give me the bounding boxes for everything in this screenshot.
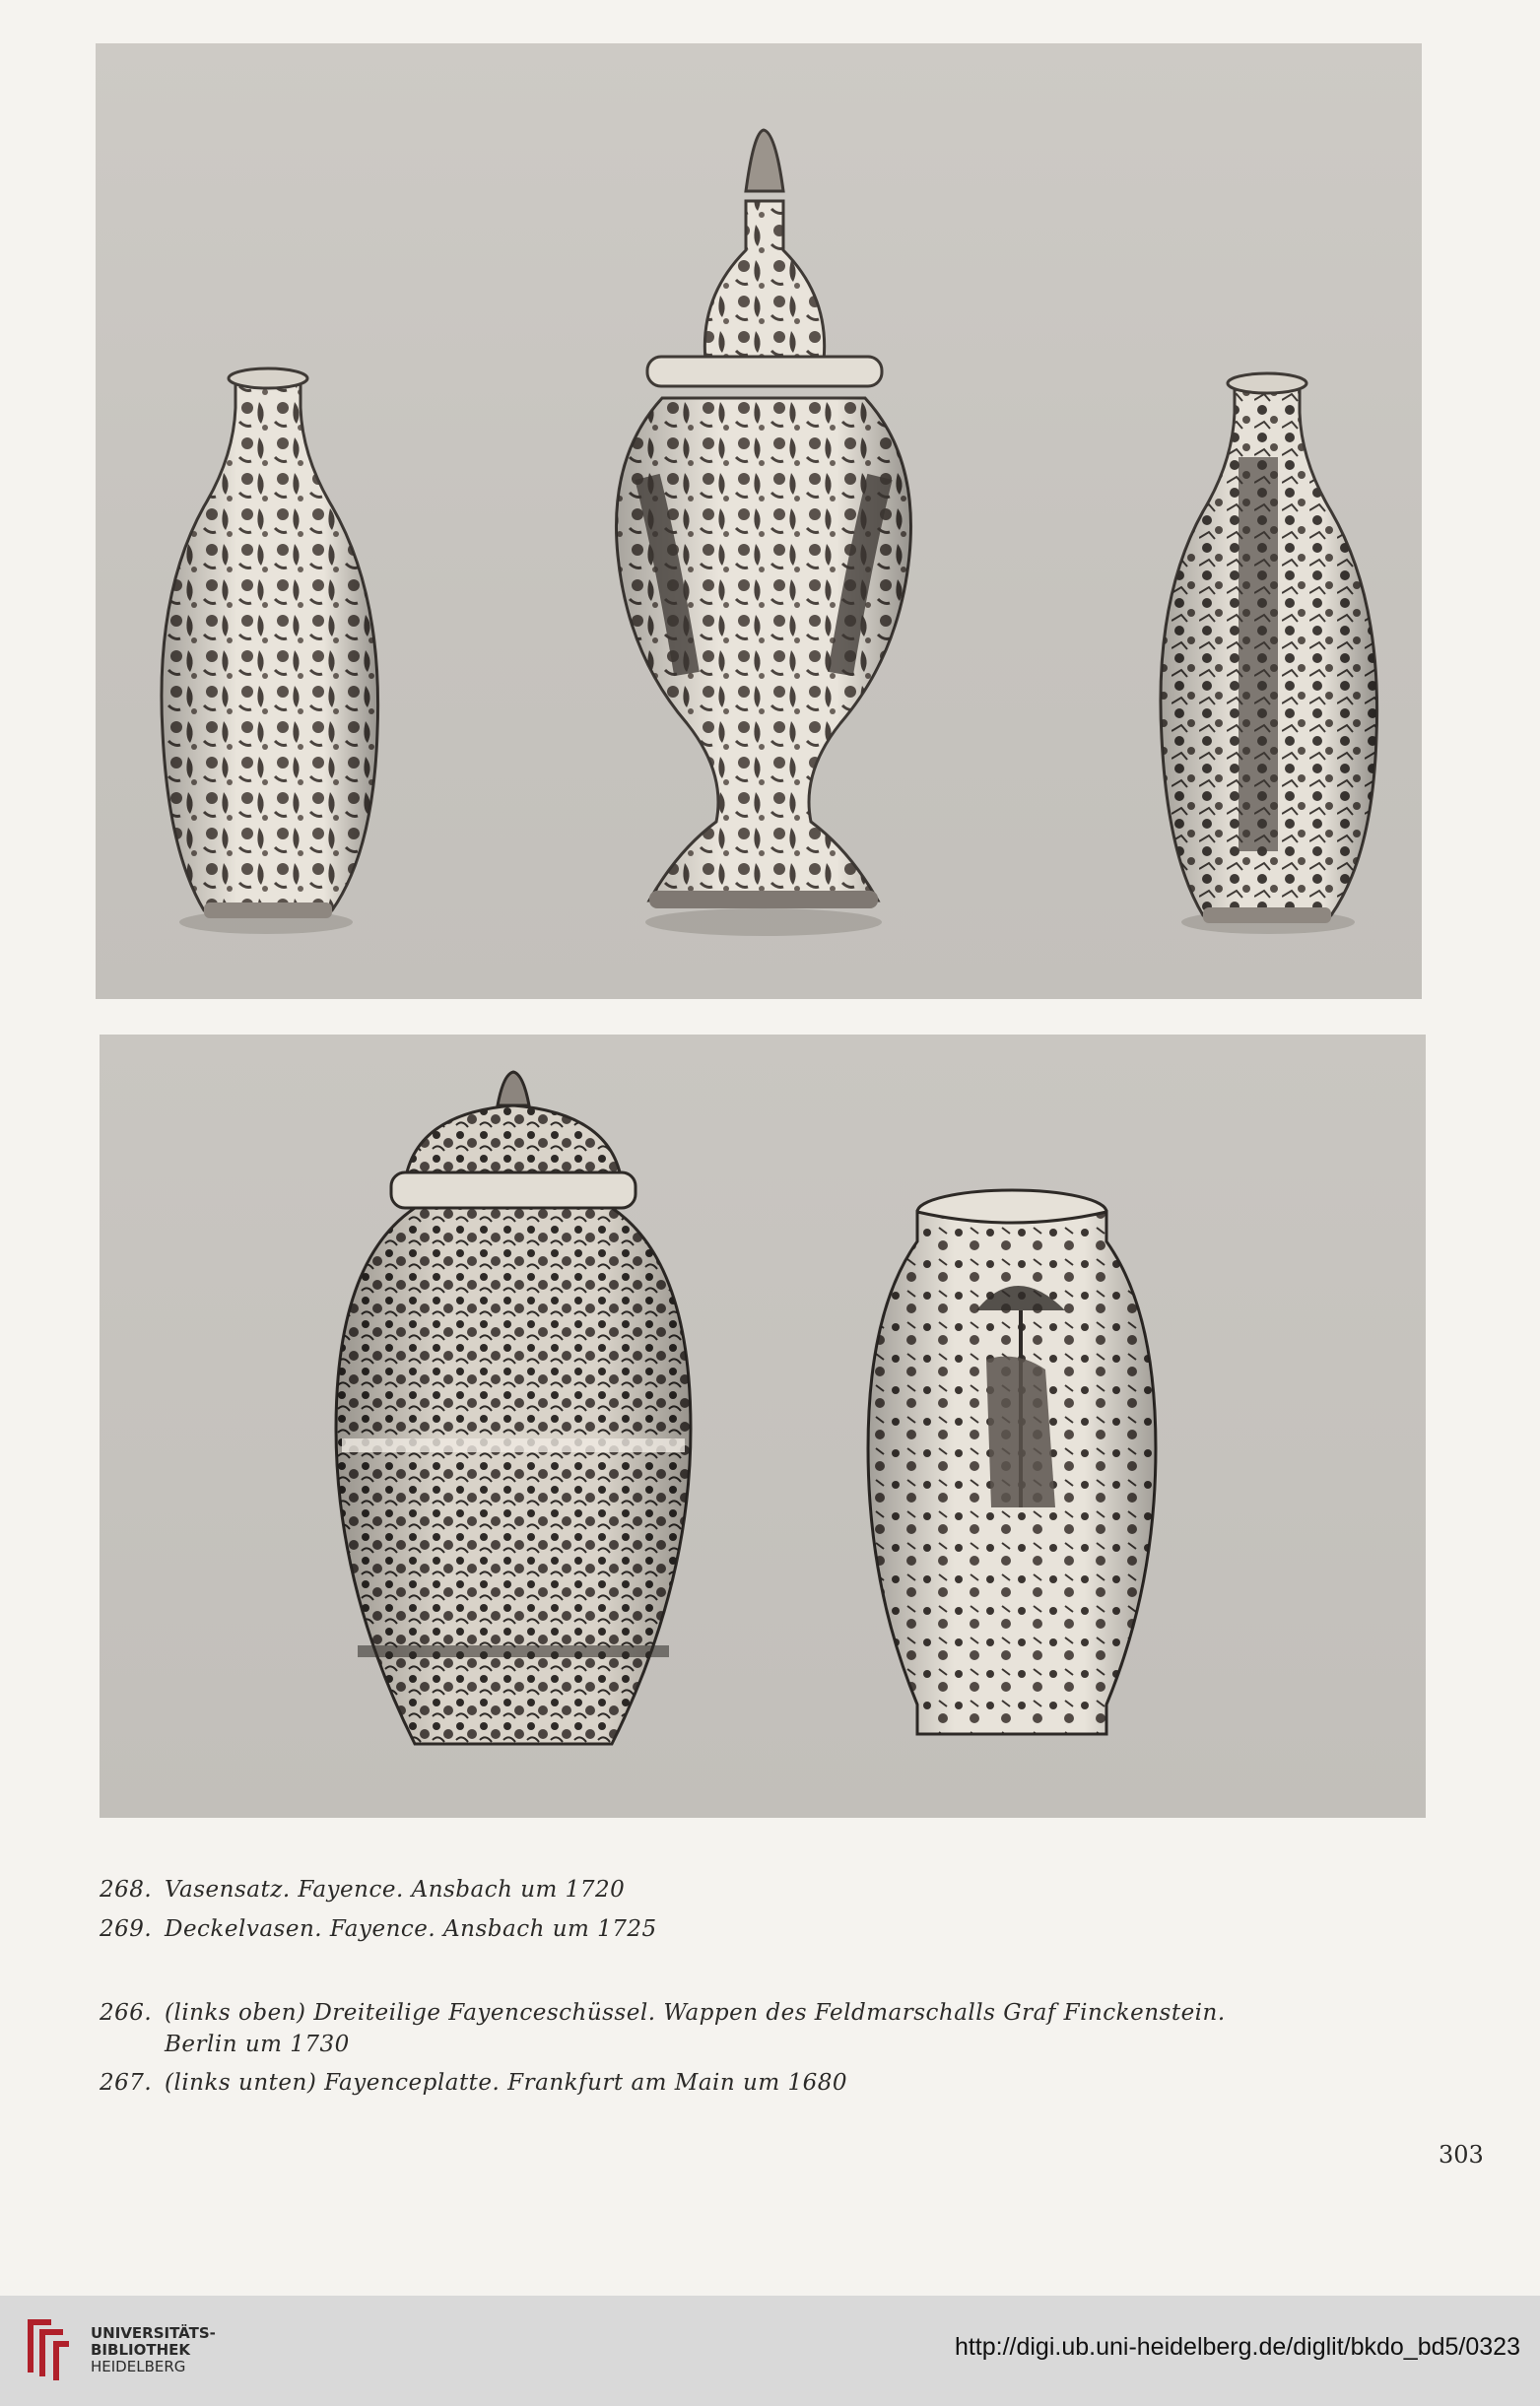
caption-text: Deckelvasen. Fayence. Ansbach um 1725 — [165, 1916, 657, 1942]
library-logo-icon — [18, 2311, 77, 2382]
library-name-line1: UNIVERSITÄTS- — [91, 2324, 216, 2342]
right-jar — [868, 1190, 1156, 1734]
center-covered-vase — [616, 130, 910, 936]
caption-267 — [100, 2070, 847, 2096]
caption-number: 268. — [100, 1877, 153, 1903]
caption-number: 266. — [100, 2000, 153, 2026]
caption-266 — [100, 2000, 1226, 2026]
left-bottle-vase — [162, 368, 378, 934]
library-name-line2: BIBLIOTHEK — [91, 2341, 190, 2359]
caption-number: 267. — [100, 2070, 153, 2096]
library-name — [91, 2325, 216, 2375]
caption-text: Vasensatz. Fayence. Ansbach um 1720 — [165, 1877, 626, 1903]
library-footer — [0, 2296, 1540, 2406]
photo-plate-covered-vases — [100, 1035, 1426, 1818]
left-lidded-jar — [336, 1072, 691, 1744]
right-bottle-vase — [1161, 373, 1377, 934]
caption-number: 269. — [100, 1916, 153, 1942]
caption-269 — [100, 1916, 657, 1942]
caption-text: (links oben) Dreiteilige Fayenceschüssel. Wappen des Feldmarschalls Graf Finckenstein. — [165, 2000, 1226, 2026]
vase-set-photo — [96, 43, 1422, 999]
covered-vases-photo — [100, 1035, 1426, 1818]
caption-266-continuation: Berlin um 1730 — [165, 2032, 350, 2057]
caption-268 — [100, 1877, 625, 1903]
page-number: 303 — [1439, 2141, 1484, 2169]
source-url[interactable]: http://digi.ub.uni-heidelberg.de/diglit/bkdo_bd5/0323 — [954, 2333, 1520, 2361]
caption-text: (links unten) Fayenceplatte. Frankfurt am Main um 1680 — [165, 2070, 847, 2096]
photo-plate-vase-set — [96, 43, 1422, 999]
library-name-line3: HEIDELBERG — [91, 2358, 186, 2375]
